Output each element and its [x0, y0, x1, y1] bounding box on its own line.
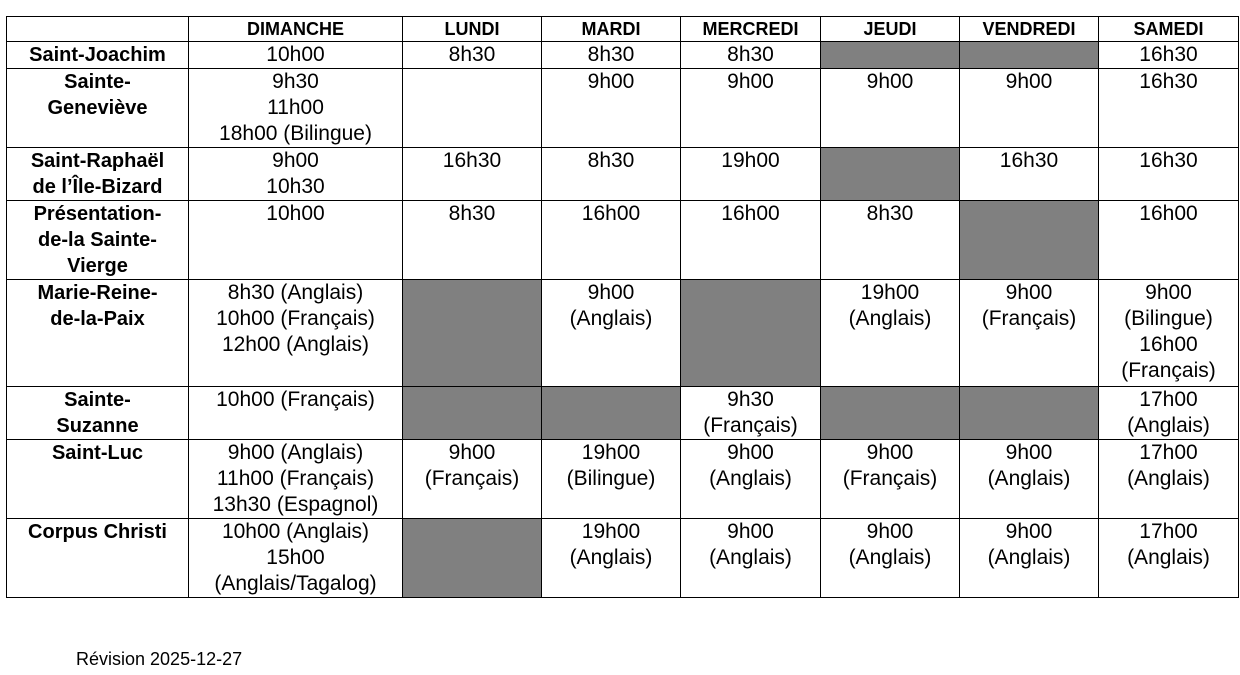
- mass-time-line: (Anglais): [987, 546, 1071, 569]
- day-header-dimanche: DIMANCHE: [189, 17, 403, 42]
- mass-times-samedi: [1099, 69, 1239, 148]
- mass-time-line: 9h00: [727, 520, 774, 543]
- mass-time-line: (Anglais): [1127, 414, 1210, 437]
- closed-cell-mercredi: [681, 280, 821, 387]
- mass-times-vendredi: [960, 280, 1099, 387]
- mass-times-dimanche: [189, 280, 403, 387]
- mass-times-mardi: [542, 69, 681, 148]
- mass-time-line: 9h00: [727, 70, 774, 93]
- mass-times-lundi: [403, 69, 542, 148]
- mass-time-line: (Anglais): [709, 467, 792, 490]
- mass-time-line: 8h30: [866, 202, 914, 225]
- closed-cell-lundi: [403, 387, 542, 440]
- mass-time-line: 19h00: [860, 281, 920, 304]
- mass-time-line: (Anglais): [987, 467, 1071, 490]
- day-header-lundi: LUNDI: [403, 17, 542, 42]
- mass-time-line: (Bilingue): [1124, 307, 1213, 330]
- mass-times-mercredi: [681, 69, 821, 148]
- mass-times-mercredi: [681, 148, 821, 201]
- mass-time-line: 9h30: [727, 388, 774, 411]
- mass-times-dimanche: [189, 387, 403, 440]
- schedule-row: [7, 42, 1239, 69]
- mass-times-dimanche: [189, 519, 403, 598]
- parish-name-line: Présentation-: [33, 203, 162, 225]
- mass-time-line: 8h30: [587, 43, 635, 66]
- parish-name: Saint-Luc: [7, 440, 189, 519]
- parish-name-line: Sainte-: [64, 71, 131, 93]
- parish-name-line: Sainte-: [64, 389, 131, 411]
- mass-times-lundi: [403, 42, 542, 69]
- parish-name: [7, 280, 189, 387]
- schedule-row: [7, 201, 1239, 280]
- mass-times-jeudi: [821, 69, 960, 148]
- mass-time-line: 9h00: [587, 281, 635, 304]
- mass-times-vendredi: [960, 519, 1099, 598]
- mass-time-line: 8h30: [448, 202, 496, 225]
- mass-times-dimanche: [189, 201, 403, 280]
- mass-time-line: 16h30: [1139, 70, 1198, 93]
- mass-time-line: (Anglais): [709, 546, 792, 569]
- mass-time-line: 11h00: [267, 96, 324, 119]
- schedule-row: [7, 69, 1239, 148]
- mass-time-line: 19h00: [581, 520, 641, 543]
- mass-times-vendredi: [960, 440, 1099, 519]
- mass-times-mardi: [542, 201, 681, 280]
- closed-cell-jeudi: [821, 387, 960, 440]
- parish-name: [7, 69, 189, 148]
- mass-times-samedi: [1099, 148, 1239, 201]
- mass-time-line: 19h00: [581, 441, 641, 464]
- closed-cell-jeudi: [821, 148, 960, 201]
- mass-time-line: 10h00 (Anglais): [221, 520, 370, 543]
- closed-cell-lundi: [403, 280, 542, 387]
- mass-time-line: 9h00: [448, 441, 496, 464]
- day-header-mercredi: MERCREDI: [681, 17, 821, 42]
- mass-time-line: (Anglais): [1127, 467, 1210, 490]
- mass-time-line: 10h00: [266, 202, 325, 225]
- mass-times-vendredi: [960, 69, 1099, 148]
- mass-times-mardi: [542, 148, 681, 201]
- mass-time-line: 10h00 (Français): [216, 388, 375, 411]
- parish-name-line: Marie-Reine-: [37, 282, 158, 304]
- mass-time-line: (Anglais/Tagalog): [214, 572, 377, 595]
- mass-times-mardi: [542, 42, 681, 69]
- mass-time-line: 12h00 (Anglais): [221, 333, 370, 356]
- parish-name-line: Geneviève: [47, 97, 148, 119]
- parish-name-line: de l’Île-Bizard: [32, 176, 163, 198]
- mass-time-line: 13h30 (Espagnol): [212, 493, 379, 516]
- mass-time-line: 8h30: [448, 43, 496, 66]
- mass-times-jeudi: [821, 519, 960, 598]
- mass-times-samedi: [1099, 42, 1239, 69]
- mass-times-dimanche: [189, 148, 403, 201]
- parish-name: [7, 387, 189, 440]
- mass-time-line: 15h00: [266, 546, 325, 569]
- mass-time-line: 9h00: [727, 441, 774, 464]
- mass-time-line: (Français): [842, 467, 938, 490]
- mass-time-line: 16h00: [1139, 202, 1198, 225]
- mass-time-line: 8h30: [727, 43, 774, 66]
- mass-time-line: (Anglais): [848, 546, 932, 569]
- revision-date: Révision 2025-12-27: [76, 649, 243, 669]
- mass-times-jeudi: [821, 280, 960, 387]
- mass-time-line: 9h00: [1005, 70, 1053, 93]
- mass-time-line: (Bilingue): [566, 467, 656, 490]
- mass-time-line: 9h00: [272, 149, 319, 172]
- mass-times-lundi: [403, 148, 542, 201]
- closed-cell-vendredi: [960, 201, 1099, 280]
- closed-cell-vendredi: [960, 42, 1099, 69]
- schedule-row: [7, 440, 1239, 519]
- mass-times-mercredi: [681, 519, 821, 598]
- mass-times-lundi: [403, 440, 542, 519]
- mass-times-mercredi: [681, 387, 821, 440]
- mass-time-line: 11h00 (Français): [216, 467, 375, 490]
- closed-cell-vendredi: [960, 387, 1099, 440]
- mass-times-samedi: [1099, 387, 1239, 440]
- parish-name-line: Saint-Raphaël: [30, 150, 165, 172]
- mass-time-line: (Français): [981, 307, 1077, 330]
- mass-times-samedi: [1099, 201, 1239, 280]
- mass-times-jeudi: [821, 440, 960, 519]
- mass-time-line: 9h00: [1005, 520, 1053, 543]
- mass-time-line: 17h00: [1139, 441, 1198, 464]
- mass-times-samedi: [1099, 280, 1239, 387]
- mass-time-line: 18h00 (Bilingue): [219, 122, 372, 145]
- mass-time-line: 9h00 (Anglais): [227, 441, 364, 464]
- mass-times-mardi: [542, 280, 681, 387]
- mass-time-line: (Français): [424, 467, 520, 490]
- mass-time-line: 9h00: [1005, 441, 1053, 464]
- mass-times-mercredi: [681, 201, 821, 280]
- parish-name: Corpus Christi: [7, 519, 189, 598]
- mass-times-vendredi: [960, 148, 1099, 201]
- schedule-row: [7, 519, 1239, 598]
- mass-times-samedi: [1099, 519, 1239, 598]
- mass-time-line: 16h00: [721, 202, 780, 225]
- mass-times-dimanche: [189, 440, 403, 519]
- parish-name-line: de-la Sainte-: [38, 229, 157, 251]
- closed-cell-lundi: [403, 519, 542, 598]
- mass-time-line: 9h00: [587, 70, 635, 93]
- mass-time-line: 9h30: [272, 70, 319, 93]
- mass-time-line: 17h00: [1139, 520, 1198, 543]
- mass-time-line: 9h00: [1145, 281, 1192, 304]
- mass-times-samedi: [1099, 440, 1239, 519]
- parish-name: Saint-Joachim: [7, 42, 189, 69]
- mass-time-line: (Français): [1121, 359, 1216, 382]
- mass-time-line: (Français): [703, 414, 798, 437]
- mass-time-line: 16h30: [442, 149, 502, 172]
- mass-times-mercredi: [681, 440, 821, 519]
- parish-name-line: de-la-Paix: [50, 308, 145, 330]
- mass-time-line: 9h00: [1005, 281, 1053, 304]
- closed-cell-jeudi: [821, 42, 960, 69]
- mass-time-line: 16h00: [581, 202, 641, 225]
- parish-name: [7, 201, 189, 280]
- parish-name-line: Vierge: [67, 255, 128, 277]
- mass-times-lundi: [403, 201, 542, 280]
- mass-schedule-table: [6, 16, 1239, 598]
- schedule-body: [7, 42, 1239, 598]
- mass-time-line: 10h00: [266, 43, 325, 66]
- mass-time-line: 16h30: [1139, 43, 1198, 66]
- mass-time-line: 16h30: [999, 149, 1059, 172]
- corner-cell: [7, 17, 189, 42]
- mass-time-line: 10h00 (Français): [216, 307, 375, 330]
- mass-time-line: (Anglais): [569, 546, 653, 569]
- mass-time-line: 9h00: [866, 441, 914, 464]
- day-header-jeudi: JEUDI: [821, 17, 960, 42]
- day-header-vendredi: VENDREDI: [960, 17, 1099, 42]
- day-header-row: [7, 17, 1239, 42]
- mass-time-line: 9h00: [866, 70, 914, 93]
- schedule-row: [7, 148, 1239, 201]
- mass-times-jeudi: [821, 201, 960, 280]
- mass-time-line: (Anglais): [569, 307, 653, 330]
- schedule-row: [7, 387, 1239, 440]
- mass-time-line: 19h00: [721, 149, 780, 172]
- mass-time-line: 8h30: [587, 149, 635, 172]
- mass-time-line: (Anglais): [1127, 546, 1210, 569]
- mass-time-line: 10h30: [266, 175, 325, 198]
- mass-time-line: 17h00: [1139, 388, 1198, 411]
- mass-time-line: 9h00: [866, 520, 914, 543]
- day-header-samedi: SAMEDI: [1099, 17, 1239, 42]
- closed-cell-mardi: [542, 387, 681, 440]
- mass-times-mercredi: [681, 42, 821, 69]
- mass-times-dimanche: [189, 42, 403, 69]
- day-header-mardi: MARDI: [542, 17, 681, 42]
- mass-time-line: 16h00: [1139, 333, 1198, 356]
- mass-time-line: 16h30: [1139, 149, 1198, 172]
- mass-times-mardi: [542, 440, 681, 519]
- parish-name: [7, 148, 189, 201]
- mass-time-line: (Anglais): [848, 307, 932, 330]
- mass-times-dimanche: [189, 69, 403, 148]
- mass-times-mardi: [542, 519, 681, 598]
- schedule-row: [7, 280, 1239, 387]
- parish-name-line: Suzanne: [56, 415, 139, 437]
- mass-time-line: 8h30 (Anglais): [227, 281, 364, 304]
